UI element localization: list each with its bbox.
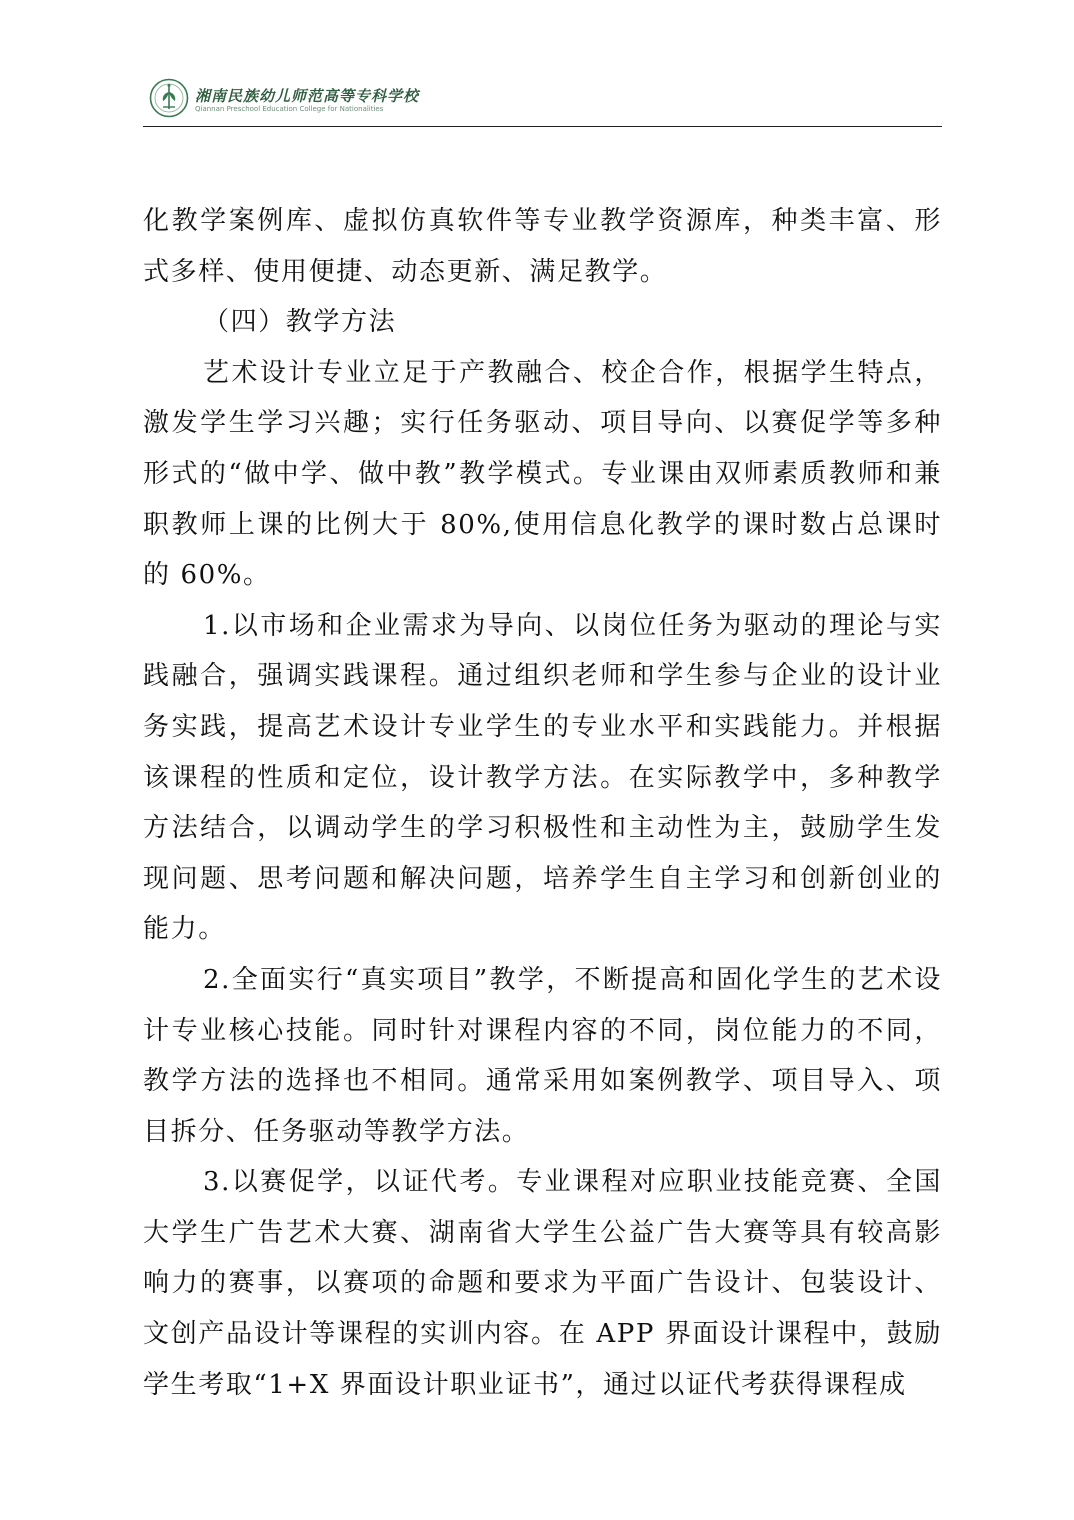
paragraph-intro: 艺术设计专业立足于产教融合、校企合作，根据学生特点，激发学生学习兴趣；实行任务驱动、项目导向、以赛促学等多种形式的“做中学、做中教”教学模式。专业课由双师素质教师和兼职教师上课的比例大于 80%,使用信息化教学的课时数占总课时的 60%。 [143,357,942,591]
college-seal-icon [149,78,189,118]
document-body [143,196,942,1410]
paragraph-item-3: 3.以赛促学，以证代考。专业课程对应职业技能竞赛、全国大学生广告艺术大赛、湖南省大学生公益广告大赛等具有较高影响力的赛事，以赛项的命题和要求为平面广告设计、包装设计、文创产品设计等课程的实训内容。在 APP 界面设计课程中，鼓励学生考取“1+X 界面设计职业证书”，通过以证代考获得课程成 [143,1167,942,1400]
header-divider [143,126,942,127]
paragraph-continued: 化教学案例库、虚拟仿真软件等专业教学资源库，种类丰富、形式多样、使用便捷、动态更新、满足教学。 [143,206,942,287]
paragraph-item-2: 2.全面实行“真实项目”教学，不断提高和固化学生的艺术设计专业核心技能。同时针对课程内容的不同，岗位能力的不同，教学方法的选择也不相同。通常采用如案例教学、项目导入、项目拆分、任务驱动等教学方法。 [143,964,942,1147]
page-header [143,72,942,126]
school-name: 湘南民族幼儿师范高等专科学校 [195,87,420,105]
section-heading: （四）教学方法 [203,307,397,338]
paragraph-item-1: 1.以市场和企业需求为导向、以岗位任务为驱动的理论与实践融合，强调实践课程。通过组织老师和学生参与企业的设计业务实践，提高艺术设计专业学生的专业水平和实践能力。并根据该课程的性质和定位，设计教学方法。在实际教学中，多种教学方法结合，以调动学生的学习积极性和主动性为主，鼓励学生发现问题、思考问题和解决问题，培养学生自主学习和创新创业的能力。 [143,610,942,945]
school-name-english: Qiannan Preschool Education College for Nationalities [195,105,384,113]
